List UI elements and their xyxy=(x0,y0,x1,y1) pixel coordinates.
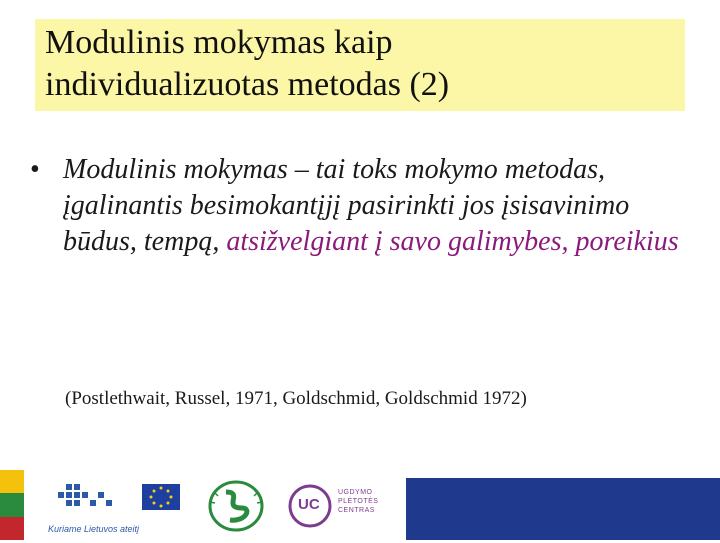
center-logo-mark: UC xyxy=(298,496,320,513)
footer-blue-bar xyxy=(406,478,720,540)
citation: (Postlethwait, Russel, 1971, Goldschmid, Goldschmid 1972) xyxy=(65,388,527,409)
bullet-highlight-text: atsižvelgiant į savo galimybes, poreikius xyxy=(226,226,679,257)
center-caption-line-2: PLĖTOTĖS xyxy=(338,498,379,505)
eu-logo-graphic-icon xyxy=(44,480,184,520)
center-logo-caption xyxy=(338,488,378,515)
center-caption-line-3: CENTRAS xyxy=(338,507,375,514)
green-emblem-logo xyxy=(192,478,280,538)
eu-funding-logo xyxy=(44,480,184,536)
center-caption-line-1: UGDYMO xyxy=(338,489,373,496)
title-line-2: individualizuotas metodas (2) xyxy=(45,66,450,103)
lithuanian-flag-icon xyxy=(0,470,24,540)
development-center-logo xyxy=(286,478,382,538)
slide-title xyxy=(45,22,675,106)
title-line-1: Modulinis mokymas kaip xyxy=(45,24,393,61)
green-emblem-icon xyxy=(192,478,280,538)
bullet-dot-icon: • xyxy=(30,154,40,185)
bullet-main-text: Modulinis mokymas – tai toks mokymo metodas, įgalinantis besimokantįjį pasirinkti jos įsisavinimo būdus, tempą, xyxy=(63,154,630,257)
bullet-text xyxy=(63,152,688,260)
eu-logo-caption: Kuriame Lietuvos ateitį xyxy=(48,524,140,534)
